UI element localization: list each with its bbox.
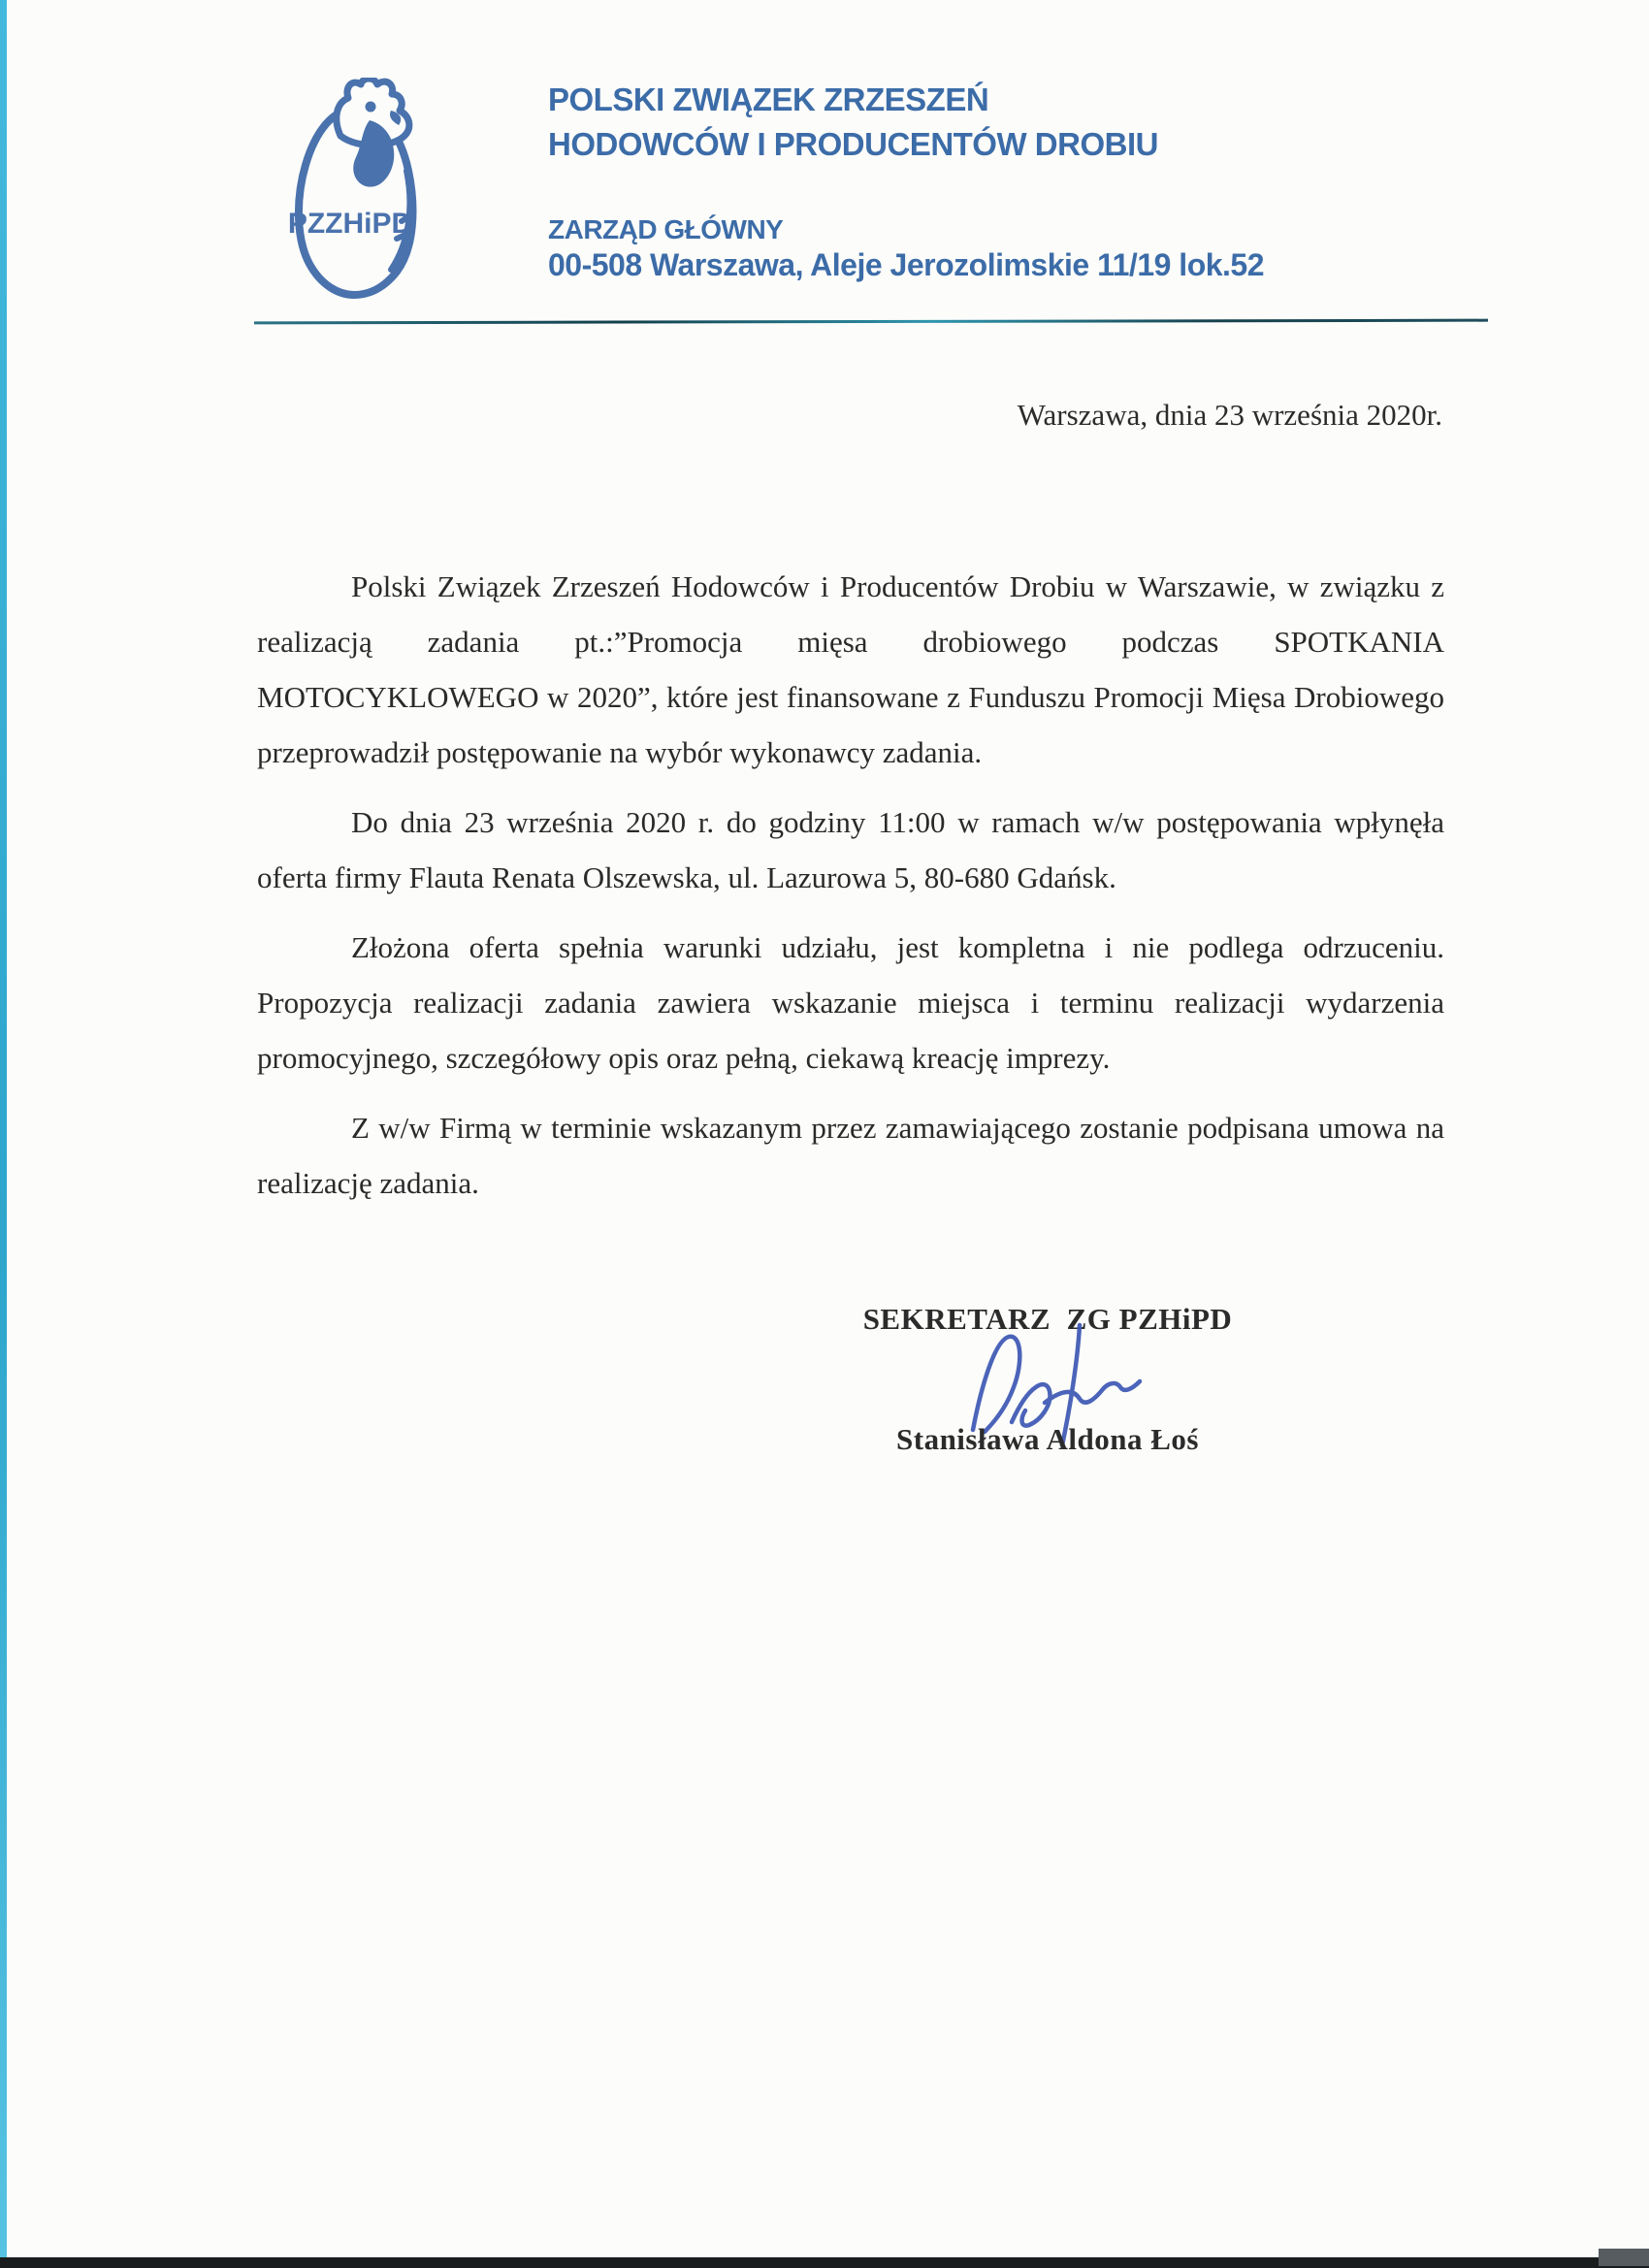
logo-acronym: PZZHiPD (287, 208, 413, 240)
letter-paragraph-3: Złożona oferta spełnia warunki udziału, jest kompletna i nie podlega odrzuceniu. Propozycja realizacji zadania zawiera wskazanie miejsca i terminu realizacji wydarzenia promocyjnego, szczegółowy opis oraz pełną, ciekawą kreację imprezy. (257, 930, 1444, 1075)
scan-corner-artifact (1599, 2249, 1649, 2266)
letter-body (257, 559, 1444, 1225)
org-name-line2: HODOWCÓW I PRODUCENTÓW DROBIU (548, 126, 1158, 162)
letterhead-divider (254, 319, 1488, 325)
signatory-name: Stanisława Aldona Łoś (896, 1422, 1199, 1456)
letter-dateline: Warszawa, dnia 23 września 2020r. (1017, 398, 1442, 432)
chicken-in-egg-logo-icon (276, 78, 436, 301)
org-division: ZARZĄD GŁÓWNY (548, 214, 784, 244)
signatory-title: SEKRETARZ ZG PZHiPD (862, 1302, 1233, 1336)
scan-edge-bottom (0, 2257, 1649, 2268)
scan-edge-left (0, 0, 7, 2257)
letter-paragraph-2: Do dnia 23 września 2020 r. do godziny 11:00 w ramach w/w postępowania wpłynęła oferta firmy Flauta Renata Olszewska, ul. Lazurowa 5, 80-680 Gdańsk. (257, 805, 1444, 894)
org-name-line1: POLSKI ZWIĄZEK ZRZESZEŃ (548, 81, 989, 117)
signature-block (844, 1302, 1251, 1472)
letter-paragraph-1: Polski Związek Zrzeszeń Hodowców i Producentów Drobiu w Warszawie, w związku z realizacją zadania pt.:”Promocja mięsa drobiowego podczas SPOTKANIA MOTOCYKLOWEGO w 2020”, które jest finansowane z Funduszu Promocji Mięsa Drobiowego przeprowadził postępowanie na wybór wykonawcy zadania. (257, 569, 1444, 769)
letter-paragraph-4: Z w/w Firmą w terminie wskazanym przez zamawiającego zostanie podpisana umowa na realizację zadania. (257, 1111, 1444, 1200)
org-address: 00-508 Warszawa, Aleje Jerozolimskie 11/19 lok.52 (548, 247, 1265, 282)
